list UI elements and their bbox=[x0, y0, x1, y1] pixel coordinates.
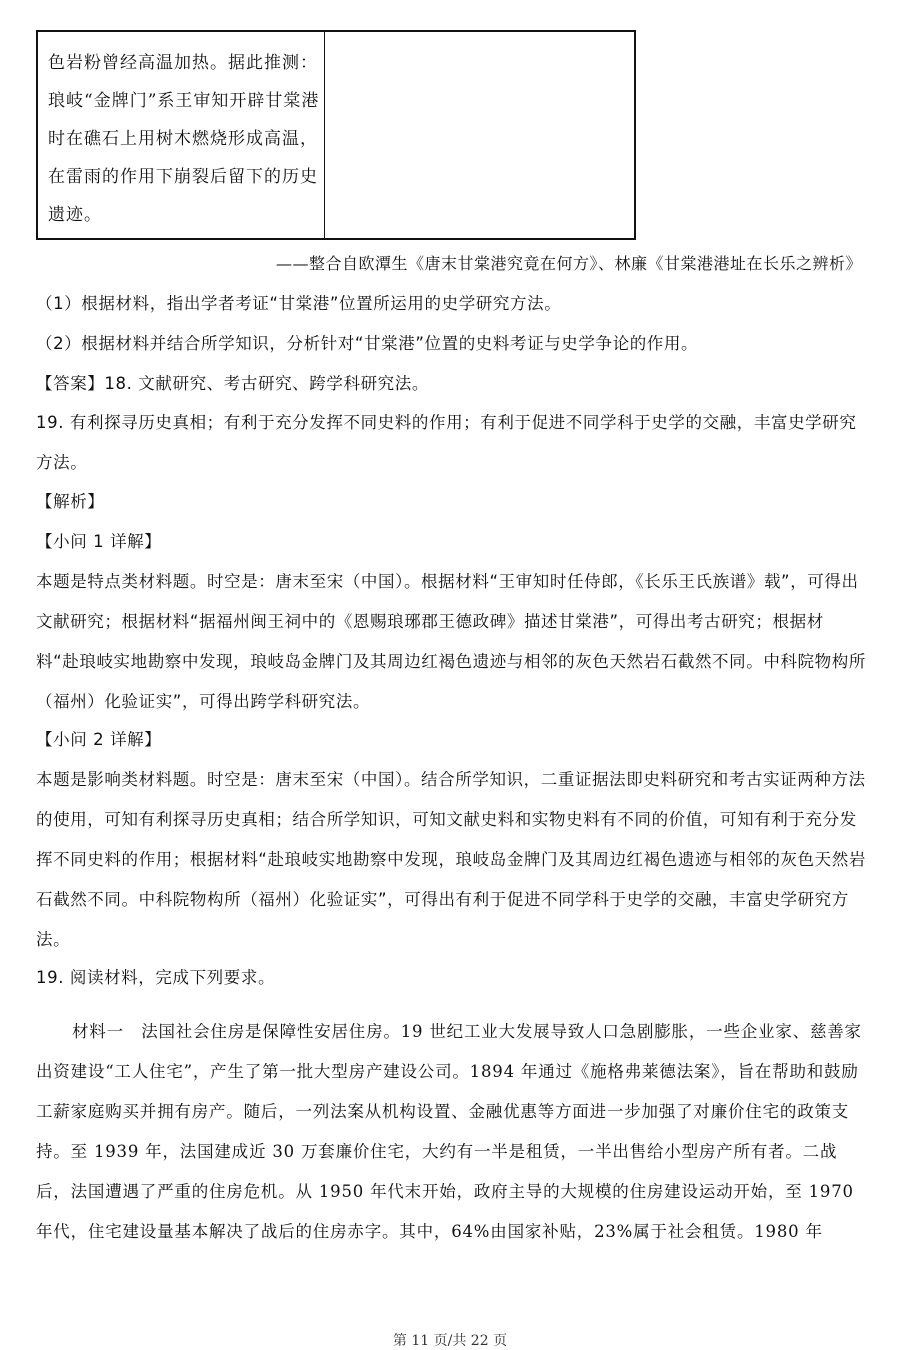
question-2: （2）根据材料并结合所学知识，分析针对“甘棠港”位置的史料考证与史学争论的作用。 bbox=[36, 334, 699, 353]
table-left-cell-text: 色岩粉曾经高温加热。据此推测：琅岐“金牌门”系王审知开辟甘棠港时在礁石上用树木燃烧形成高温，在雷雨的作用下崩裂后留下的历史遗迹。 bbox=[48, 53, 320, 225]
sub2-heading: 【小问 2 详解】 bbox=[36, 730, 162, 749]
q19-prompt: 19. 阅读材料，完成下列要求。 bbox=[36, 968, 276, 987]
page-footer: 第 11 页/共 22 页 bbox=[392, 1333, 508, 1349]
question-1: （1）根据材料，指出学者考证“甘棠港”位置所运用的史学研究方法。 bbox=[36, 294, 562, 313]
material-table bbox=[36, 30, 636, 240]
answer-line-1: 【答案】18. 文献研究、考古研究、跨学科研究法。 bbox=[36, 374, 429, 393]
analysis-heading: 【解析】 bbox=[36, 492, 105, 511]
source-citation: ——整合自欧潭生《唐末甘棠港究竟在何方》、林廉《甘棠港港址在长乐之辨析》 bbox=[275, 254, 862, 273]
table-divider bbox=[324, 32, 325, 238]
material-1: 材料一 法国社会住房是保障性安居住房。19 世纪工业大发展导致人口急剧膨胀，一些企业家、慈善家出资建设“工人住宅”，产生了第一批大型房产建设公司。1894 年通过《施格弗莱德法案》，旨在帮助和鼓励工薪家庭购买并拥有房产。随后，一列法案从机构设置、金融优惠等方面进一步加强了对廉价住宅的政策支持。至 1939 年，法国建成近 30 万套廉价住宅，大约有一半是租赁，一半出售给小型房产所有者。二战后，法国遭遇了严重的住房危机。从 1950 年代末开始，政府主导的大规模的住房建设运动开始，至 1970 年代，住宅建设量基本解决了战后的住房赤字。其中，64%由国家补贴，23%属于社会租赁。1980 年 bbox=[36, 1022, 862, 1241]
sub2-text: 本题是影响类材料题。时空是：唐末至宋（中国）。结合所学知识，二重证据法即史料研究和考古实证两种方法的使用，可知有利探寻历史真相；结合所学知识，可知文献史料和实物史料有不同的价值，可知有利于充分发挥不同史料的作用；根据材料“赴琅岐实地勘察中发现，琅岐岛金牌门及其周边红褐色遗迹与相邻的灰色天然岩石截然不同。中科院物构所（福州）化验证实”，可得出有利于促进不同学科于史学的交融，丰富史学研究方法。 bbox=[36, 770, 866, 949]
sub1-text: 本题是特点类材料题。时空是：唐末至宋（中国）。根据材料“王审知时任侍郎，《长乐王氏族谱》载”，可得出文献研究；根据材料“据福州闽王祠中的《恩赐琅琊郡王德政碑》描述甘棠港”，可得出考古研究；根据材料“赴琅岐实地勘察中发现，琅岐岛金牌门及其周边红褐色遗迹与相邻的灰色天然岩石截然不同。中科院物构所（福州）化验证实”，可得出跨学科研究法。 bbox=[36, 572, 866, 711]
answer-line-2: 19. 有利探寻历史真相；有利于充分发挥不同史料的作用；有利于促进不同学科于史学的交融，丰富史学研究方法。 bbox=[36, 413, 857, 472]
sub1-heading: 【小问 1 详解】 bbox=[36, 532, 162, 551]
